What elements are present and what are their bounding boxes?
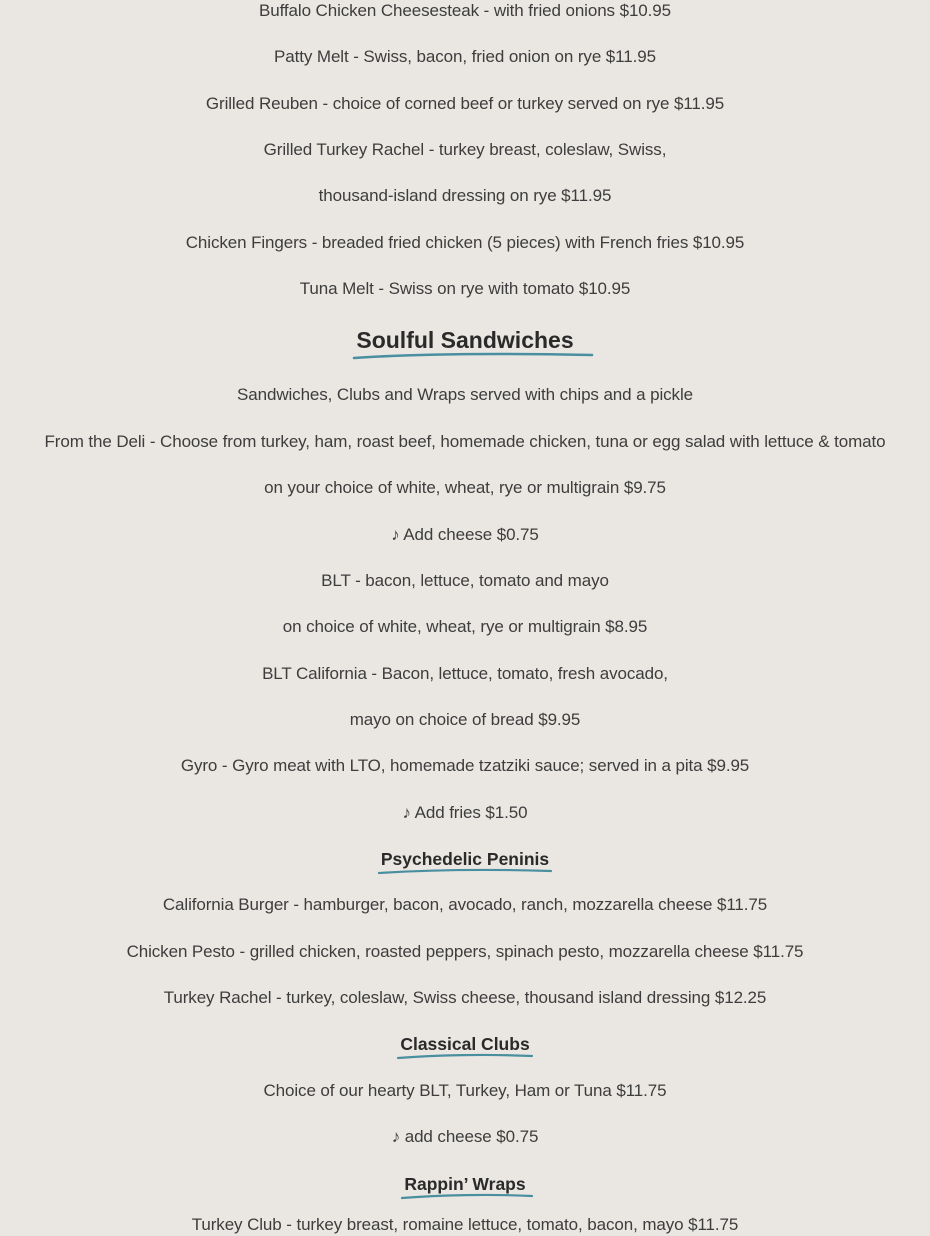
section-title: Classical Clubs bbox=[400, 1034, 530, 1054]
section-heading-classical-clubs bbox=[0, 1032, 930, 1056]
menu-item-line: Choice of our hearty BLT, Turkey, Ham or Tuna $11.75 bbox=[263, 1081, 667, 1100]
menu-item-line: BLT - bacon, lettuce, tomato and mayo bbox=[321, 571, 609, 590]
brush-underline bbox=[377, 867, 553, 877]
menu-item-line: ♪ Add fries $1.50 bbox=[402, 803, 528, 822]
menu-item-line: Grilled Turkey Rachel - turkey breast, coleslaw, Swiss, bbox=[263, 140, 667, 159]
menu-item-line: BLT California - Bacon, lettuce, tomato, fresh avocado, bbox=[262, 664, 668, 683]
section-heading-soulful-sandwiches bbox=[0, 325, 930, 355]
section-heading-rappin-wraps bbox=[0, 1172, 930, 1196]
section-heading-psychedelic-peninis bbox=[0, 847, 930, 871]
brush-underline bbox=[396, 1052, 534, 1062]
menu-item-line: thousand-island dressing on rye $11.95 bbox=[318, 186, 612, 205]
menu-item-line: Grilled Reuben - choice of corned beef or turkey served on rye $11.95 bbox=[205, 94, 725, 113]
menu-item-line: Buffalo Chicken Cheesesteak - with fried onions $10.95 bbox=[259, 1, 671, 20]
menu-item-line: Chicken Pesto - grilled chicken, roasted peppers, spinach pesto, mozzarella cheese $11.75 bbox=[126, 942, 804, 961]
menu-item-line: ♪ add cheese $0.75 bbox=[391, 1127, 539, 1146]
menu-item-line: Tuna Melt - Swiss on rye with tomato $10.95 bbox=[299, 279, 631, 298]
menu-item-line: Chicken Fingers - breaded fried chicken (5 pieces) with French fries $10.95 bbox=[185, 233, 745, 252]
section-title: Psychedelic Peninis bbox=[380, 849, 550, 869]
menu-item-line: Turkey Rachel - turkey, coleslaw, Swiss cheese, thousand island dressing $12.25 bbox=[163, 988, 767, 1007]
brush-underline bbox=[352, 351, 594, 361]
menu-item-line: From the Deli - Choose from turkey, ham, roast beef, homemade chicken, tuna or egg salad with lettuce & tomato bbox=[44, 432, 886, 451]
menu-item-line: on your choice of white, wheat, rye or multigrain $9.75 bbox=[264, 478, 666, 497]
menu-item-line: ♪ Add cheese $0.75 bbox=[391, 525, 539, 544]
menu-item-line: Turkey Club - turkey breast, romaine lettuce, tomato, bacon, mayo $11.75 bbox=[191, 1215, 739, 1234]
brush-underline bbox=[400, 1192, 534, 1202]
menu-item-line: Sandwiches, Clubs and Wraps served with chips and a pickle bbox=[237, 385, 693, 404]
section-title: Rappin’ Wraps bbox=[404, 1174, 526, 1194]
menu-item-line: mayo on choice of bread $9.95 bbox=[349, 710, 581, 729]
menu-item-line: California Burger - hamburger, bacon, avocado, ranch, mozzarella cheese $11.75 bbox=[162, 895, 768, 914]
menu-item-line: on choice of white, wheat, rye or multigrain $8.95 bbox=[282, 617, 648, 636]
menu-item-line: Gyro - Gyro meat with LTO, homemade tzatziki sauce; served in a pita $9.95 bbox=[180, 756, 750, 775]
menu-item-line: Patty Melt - Swiss, bacon, fried onion on rye $11.95 bbox=[274, 47, 656, 66]
section-title: Soulful Sandwiches bbox=[356, 327, 574, 353]
